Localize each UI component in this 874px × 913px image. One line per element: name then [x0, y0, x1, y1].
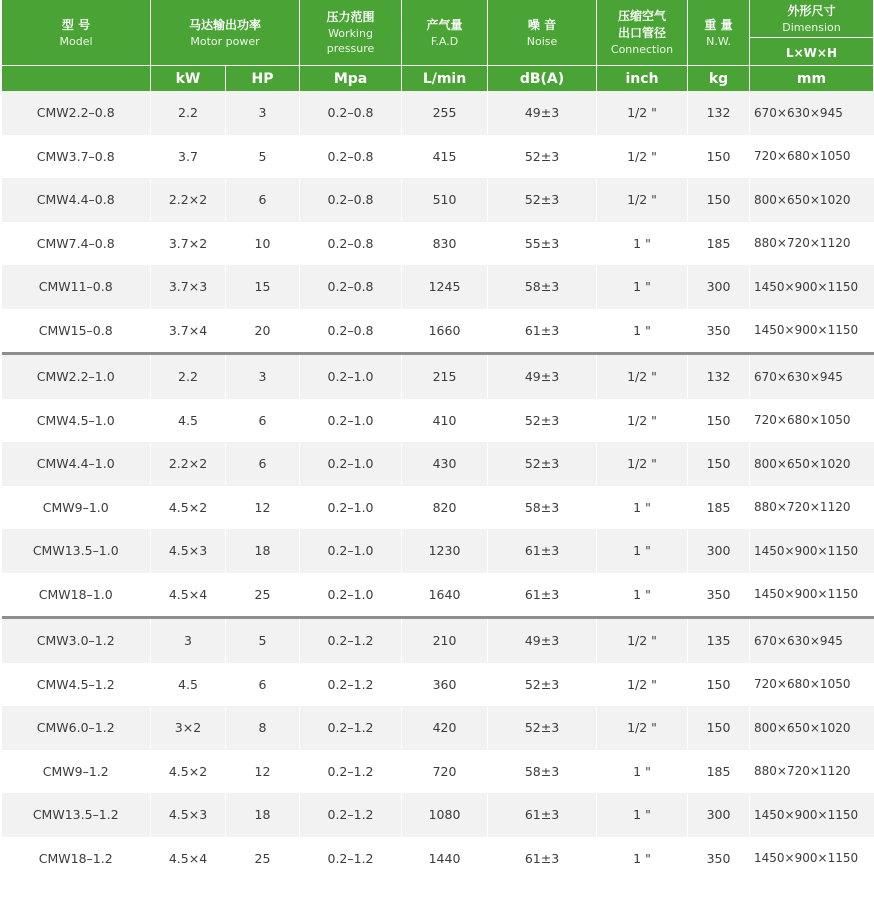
- header-model-zh: 型 号: [61, 17, 91, 32]
- unit-mpa: Mpa: [300, 66, 402, 92]
- cell-kw: 2.2×2: [151, 178, 226, 222]
- cell-connection: 1 ": [597, 837, 688, 881]
- table-row: [2, 399, 874, 443]
- table-row: [2, 265, 874, 309]
- cell-fad: 1440: [402, 837, 488, 881]
- cell-dimension: 1450×900×1150: [750, 309, 874, 354]
- units-row: [2, 66, 874, 92]
- table-row: [2, 91, 874, 135]
- cell-kw: 3.7×2: [151, 222, 226, 266]
- cell-weight: 350: [688, 309, 750, 354]
- cell-pressure: 0.2–1.0: [300, 399, 402, 443]
- cell-fad: 1640: [402, 573, 488, 618]
- cell-model: CMW7.4–0.8: [2, 222, 151, 266]
- cell-hp: 6: [226, 178, 300, 222]
- cell-fad: 210: [402, 618, 488, 663]
- cell-noise: 55±3: [488, 222, 597, 266]
- cell-noise: 52±3: [488, 178, 597, 222]
- cell-hp: 6: [226, 663, 300, 707]
- unit-model: [2, 66, 151, 92]
- cell-fad: 830: [402, 222, 488, 266]
- cell-noise: 49±3: [488, 354, 597, 399]
- cell-noise: 52±3: [488, 442, 597, 486]
- header-dimension-sub: [750, 38, 874, 66]
- cell-dimension: 800×650×1020: [750, 178, 874, 222]
- header-motor-power-en: Motor power: [190, 34, 260, 48]
- cell-kw: 4.5×4: [151, 573, 226, 618]
- cell-model: CMW11–0.8: [2, 265, 151, 309]
- cell-fad: 720: [402, 750, 488, 794]
- cell-dimension: 800×650×1020: [750, 442, 874, 486]
- cell-connection: 1 ": [597, 793, 688, 837]
- cell-model: CMW15–0.8: [2, 309, 151, 354]
- cell-fad: 510: [402, 178, 488, 222]
- cell-fad: 1230: [402, 529, 488, 573]
- cell-model: CMW6.0–1.2: [2, 706, 151, 750]
- cell-fad: 415: [402, 135, 488, 179]
- cell-pressure: 0.2–0.8: [300, 91, 402, 135]
- cell-fad: 215: [402, 354, 488, 399]
- cell-weight: 150: [688, 135, 750, 179]
- cell-noise: 58±3: [488, 750, 597, 794]
- table-row: [2, 486, 874, 530]
- cell-pressure: 0.2–1.2: [300, 750, 402, 794]
- cell-weight: 150: [688, 442, 750, 486]
- table-row: [2, 706, 874, 750]
- cell-model: CMW3.0–1.2: [2, 618, 151, 663]
- cell-fad: 410: [402, 399, 488, 443]
- cell-hp: 12: [226, 486, 300, 530]
- cell-kw: 2.2: [151, 354, 226, 399]
- cell-pressure: 0.2–1.2: [300, 663, 402, 707]
- header-model-en: Model: [59, 34, 93, 48]
- unit-kg: kg: [688, 66, 750, 92]
- cell-hp: 20: [226, 309, 300, 354]
- cell-weight: 150: [688, 178, 750, 222]
- cell-connection: 1 ": [597, 750, 688, 794]
- cell-connection: 1 ": [597, 309, 688, 354]
- cell-fad: 820: [402, 486, 488, 530]
- cell-dimension: 800×650×1020: [750, 706, 874, 750]
- table-row: [2, 442, 874, 486]
- cell-weight: 300: [688, 793, 750, 837]
- cell-kw: 2.2: [151, 91, 226, 135]
- header-pressure-en1: Working: [328, 27, 373, 40]
- cell-weight: 150: [688, 706, 750, 750]
- table-row: [2, 837, 874, 881]
- cell-pressure: 0.2–1.0: [300, 354, 402, 399]
- cell-kw: 3×2: [151, 706, 226, 750]
- cell-kw: 4.5: [151, 399, 226, 443]
- cell-dimension: 670×630×945: [750, 91, 874, 135]
- cell-weight: 350: [688, 837, 750, 881]
- header-connection-en: Connection: [610, 43, 674, 56]
- group-0.8mpa: [2, 91, 874, 354]
- header-connection: [597, 0, 688, 66]
- cell-connection: 1/2 ": [597, 618, 688, 663]
- cell-hp: 15: [226, 265, 300, 309]
- cell-pressure: 0.2–1.2: [300, 837, 402, 881]
- unit-noise: dB(A): [488, 66, 597, 92]
- cell-fad: 420: [402, 706, 488, 750]
- header-noise-zh: 噪 音: [527, 17, 557, 32]
- cell-pressure: 0.2–0.8: [300, 178, 402, 222]
- cell-noise: 49±3: [488, 91, 597, 135]
- cell-connection: 1/2 ": [597, 399, 688, 443]
- cell-connection: 1/2 ": [597, 663, 688, 707]
- cell-model: CMW4.4–0.8: [2, 178, 151, 222]
- cell-hp: 5: [226, 135, 300, 179]
- unit-inch: inch: [597, 66, 688, 92]
- header-motor-power-zh: 马达输出功率: [189, 17, 262, 32]
- cell-noise: 52±3: [488, 663, 597, 707]
- cell-pressure: 0.2–1.2: [300, 618, 402, 663]
- cell-dimension: 1450×900×1150: [750, 529, 874, 573]
- cell-hp: 6: [226, 399, 300, 443]
- cell-model: CMW9–1.0: [2, 486, 151, 530]
- cell-connection: 1/2 ": [597, 135, 688, 179]
- cell-noise: 58±3: [488, 486, 597, 530]
- header-dimension: [750, 0, 874, 38]
- cell-pressure: 0.2–1.2: [300, 706, 402, 750]
- header-connection-zh1: 压缩空气: [618, 9, 667, 23]
- cell-model: CMW4.5–1.2: [2, 663, 151, 707]
- cell-connection: 1/2 ": [597, 706, 688, 750]
- header-weight-en: N.W.: [706, 34, 731, 48]
- cell-hp: 6: [226, 442, 300, 486]
- cell-noise: 61±3: [488, 529, 597, 573]
- cell-weight: 150: [688, 399, 750, 443]
- header-fad-zh: 产气量: [426, 17, 463, 32]
- cell-fad: 1660: [402, 309, 488, 354]
- cell-dimension: 1450×900×1150: [750, 265, 874, 309]
- table-row: [2, 573, 874, 618]
- table-row: [2, 354, 874, 399]
- cell-model: CMW2.2–1.0: [2, 354, 151, 399]
- cell-noise: 61±3: [488, 793, 597, 837]
- cell-model: CMW13.5–1.2: [2, 793, 151, 837]
- cell-model: CMW3.7–0.8: [2, 135, 151, 179]
- table-row: [2, 750, 874, 794]
- cell-dimension: 1450×900×1150: [750, 793, 874, 837]
- cell-fad: 430: [402, 442, 488, 486]
- group-1.0mpa: [2, 354, 874, 618]
- cell-connection: 1 ": [597, 222, 688, 266]
- cell-noise: 58±3: [488, 265, 597, 309]
- header-pressure: [300, 0, 402, 66]
- cell-model: CMW4.4–1.0: [2, 442, 151, 486]
- cell-fad: 255: [402, 91, 488, 135]
- cell-noise: 61±3: [488, 573, 597, 618]
- cell-hp: 18: [226, 529, 300, 573]
- header-dimension-zh: 外形尺寸: [787, 3, 836, 18]
- cell-dimension: 720×680×1050: [750, 135, 874, 179]
- unit-hp: HP: [226, 66, 300, 92]
- cell-pressure: 0.2–1.0: [300, 573, 402, 618]
- header-model: [2, 0, 151, 66]
- cell-dimension: 720×680×1050: [750, 399, 874, 443]
- table-row: [2, 309, 874, 354]
- cell-kw: 2.2×2: [151, 442, 226, 486]
- cell-dimension: 720×680×1050: [750, 663, 874, 707]
- table-row: [2, 793, 874, 837]
- cell-model: CMW13.5–1.0: [2, 529, 151, 573]
- cell-weight: 185: [688, 750, 750, 794]
- cell-noise: 52±3: [488, 135, 597, 179]
- cell-hp: 25: [226, 573, 300, 618]
- header-dimension-en: Dimension: [782, 20, 841, 34]
- table-row: [2, 178, 874, 222]
- cell-connection: 1/2 ": [597, 442, 688, 486]
- cell-kw: 3.7×4: [151, 309, 226, 354]
- cell-weight: 135: [688, 618, 750, 663]
- cell-pressure: 0.2–1.0: [300, 486, 402, 530]
- table-row: [2, 222, 874, 266]
- cell-model: CMW18–1.0: [2, 573, 151, 618]
- cell-model: CMW2.2–0.8: [2, 91, 151, 135]
- spec-table: [1, 0, 874, 880]
- table-row: [2, 618, 874, 663]
- table-row: [2, 529, 874, 573]
- cell-noise: 52±3: [488, 706, 597, 750]
- cell-noise: 49±3: [488, 618, 597, 663]
- cell-hp: 18: [226, 793, 300, 837]
- cell-kw: 4.5×3: [151, 793, 226, 837]
- cell-dimension: 670×630×945: [750, 354, 874, 399]
- cell-pressure: 0.2–0.8: [300, 135, 402, 179]
- table-row: [2, 663, 874, 707]
- header-motor-power: [151, 0, 300, 66]
- cell-connection: 1 ": [597, 486, 688, 530]
- cell-model: CMW18–1.2: [2, 837, 151, 881]
- cell-connection: 1 ": [597, 529, 688, 573]
- table-row: [2, 135, 874, 179]
- cell-connection: 1/2 ": [597, 91, 688, 135]
- cell-noise: 52±3: [488, 399, 597, 443]
- cell-dimension: 880×720×1120: [750, 222, 874, 266]
- cell-hp: 10: [226, 222, 300, 266]
- cell-dimension: 1450×900×1150: [750, 573, 874, 618]
- cell-kw: 3.7×3: [151, 265, 226, 309]
- group-1.2mpa: [2, 618, 874, 881]
- unit-kw: kW: [151, 66, 226, 92]
- cell-kw: 3.7: [151, 135, 226, 179]
- cell-connection: 1/2 ": [597, 178, 688, 222]
- cell-weight: 350: [688, 573, 750, 618]
- cell-pressure: 0.2–1.0: [300, 442, 402, 486]
- cell-kw: 3: [151, 618, 226, 663]
- cell-dimension: 1450×900×1150: [750, 837, 874, 881]
- header-dimension-lwh: L×W×H: [785, 46, 838, 61]
- cell-dimension: 670×630×945: [750, 618, 874, 663]
- header-fad-en: F.A.D: [430, 34, 459, 48]
- cell-pressure: 0.2–0.8: [300, 265, 402, 309]
- cell-dimension: 880×720×1120: [750, 486, 874, 530]
- header-connection-zh2: 出口管径: [618, 26, 667, 40]
- cell-weight: 132: [688, 91, 750, 135]
- header-weight-zh: 重 量: [704, 17, 733, 32]
- cell-pressure: 0.2–0.8: [300, 309, 402, 354]
- cell-kw: 4.5×3: [151, 529, 226, 573]
- cell-weight: 300: [688, 265, 750, 309]
- cell-connection: 1 ": [597, 573, 688, 618]
- cell-hp: 8: [226, 706, 300, 750]
- cell-dimension: 880×720×1120: [750, 750, 874, 794]
- cell-connection: 1 ": [597, 265, 688, 309]
- cell-hp: 25: [226, 837, 300, 881]
- header-noise-en: Noise: [526, 34, 558, 48]
- cell-connection: 1/2 ": [597, 354, 688, 399]
- cell-kw: 4.5: [151, 663, 226, 707]
- cell-weight: 185: [688, 486, 750, 530]
- header-weight: [688, 0, 750, 66]
- cell-weight: 300: [688, 529, 750, 573]
- cell-pressure: 0.2–1.2: [300, 793, 402, 837]
- cell-kw: 4.5×2: [151, 750, 226, 794]
- cell-kw: 4.5×4: [151, 837, 226, 881]
- header-pressure-zh: 压力范围: [326, 10, 375, 24]
- unit-mm: mm: [750, 66, 874, 92]
- unit-fad: L/min: [402, 66, 488, 92]
- cell-hp: 3: [226, 354, 300, 399]
- cell-model: CMW9–1.2: [2, 750, 151, 794]
- cell-weight: 132: [688, 354, 750, 399]
- cell-hp: 3: [226, 91, 300, 135]
- cell-kw: 4.5×2: [151, 486, 226, 530]
- cell-hp: 5: [226, 618, 300, 663]
- cell-weight: 185: [688, 222, 750, 266]
- cell-pressure: 0.2–0.8: [300, 222, 402, 266]
- header-noise: [488, 0, 597, 66]
- cell-model: CMW4.5–1.0: [2, 399, 151, 443]
- cell-fad: 1245: [402, 265, 488, 309]
- table-header: [2, 0, 874, 91]
- cell-noise: 61±3: [488, 837, 597, 881]
- header-pressure-en2: pressure: [326, 42, 375, 55]
- cell-hp: 12: [226, 750, 300, 794]
- cell-fad: 360: [402, 663, 488, 707]
- cell-weight: 150: [688, 663, 750, 707]
- header-fad: [402, 0, 488, 66]
- cell-fad: 1080: [402, 793, 488, 837]
- cell-pressure: 0.2–1.0: [300, 529, 402, 573]
- cell-noise: 61±3: [488, 309, 597, 354]
